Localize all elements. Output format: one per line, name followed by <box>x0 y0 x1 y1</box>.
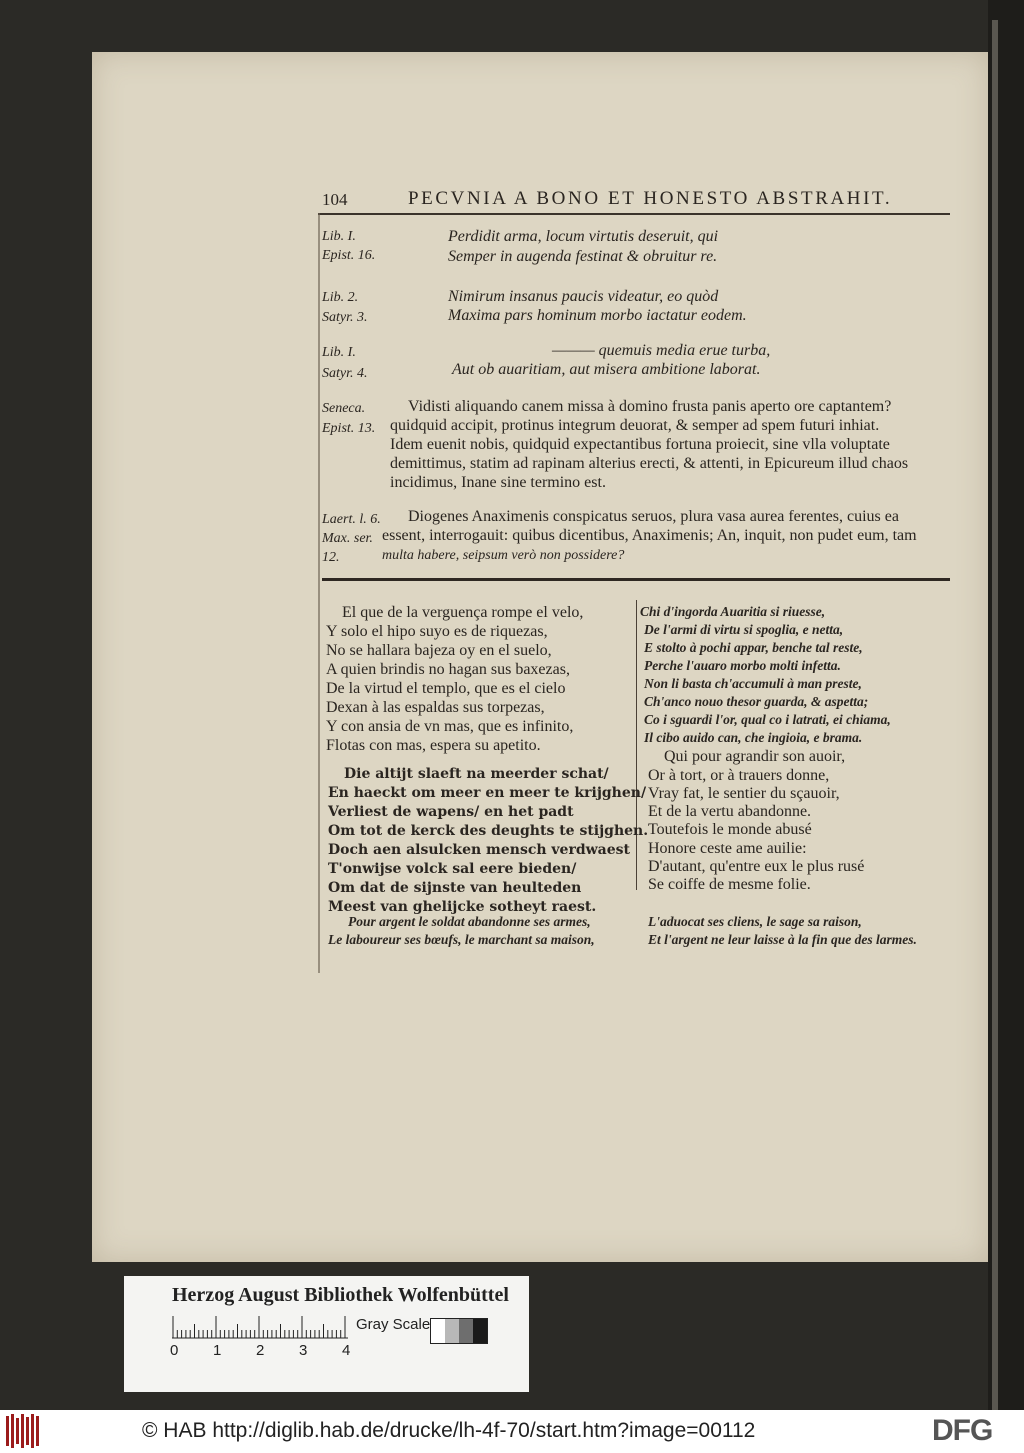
prose-line: demittimus, statim ad rapinam alterius erecti, & attenti, in Epicureum illud chaos <box>390 455 909 472</box>
ruler-number: 4 <box>342 1342 351 1359</box>
margin-note: Lib. I. <box>322 229 356 244</box>
french-verse: Honore ceste ame auilie: <box>648 840 807 857</box>
margin-note: Satyr. 3. <box>322 310 368 325</box>
couplet-line: L'aduocat ses cliens, le sage sa raison, <box>648 914 862 929</box>
italian-verse: Il cibo auido can, che ingioia, e brama. <box>644 730 863 745</box>
dutch-verse: En haeckt om meer en meer te krijghen/ <box>328 785 647 801</box>
spanish-verse: El que de la verguença rompe el velo, <box>342 604 584 621</box>
french-verse: Or à tort, or à trauers donne, <box>648 767 830 784</box>
french-verse: Vray fat, le sentier du sçauoir, <box>648 785 840 802</box>
italian-verse: Co i sguardi l'or, qual co i latrati, ei chiama, <box>644 712 891 727</box>
dutch-verse: Om tot de kerck des deughts te stijghen. <box>328 823 649 839</box>
gray-swatch <box>431 1319 445 1343</box>
dutch-verse: Doch aen alsulcken mensch verdwaest <box>328 842 630 858</box>
institution-name: Herzog August Bibliothek Wolfenbüttel <box>172 1284 509 1306</box>
spanish-verse: No se hallara bajeza oy en el suelo, <box>326 642 552 659</box>
margin-note: Lib. I. <box>322 345 356 360</box>
page-number: 104 <box>322 190 348 209</box>
ruler-icon <box>172 1314 348 1340</box>
dutch-verse: Die altijt slaeft na meerder schat/ <box>344 766 609 782</box>
prose-line: Idem euenit nobis, quidquid expectantibus fortuna proiecit, sine vlla voluptate <box>390 436 890 453</box>
verse-line: Aut ob auaritiam, aut misera ambitione laborat. <box>452 361 761 378</box>
italian-verse: Non li basta ch'accumuli à man preste, <box>644 676 862 691</box>
verse-line: ——— quemuis media erue turba, <box>552 342 771 359</box>
section-rule <box>322 578 950 581</box>
verse-line: Semper in augenda festinat & obruitur re. <box>448 248 718 265</box>
ruler-number: 0 <box>170 1342 179 1359</box>
dutch-verse: T'onwijse volck sal eere bieden/ <box>328 861 577 877</box>
gray-scale-swatches <box>430 1318 488 1344</box>
gray-scale-label: Gray Scale <box>356 1316 431 1333</box>
ruler-number: 3 <box>299 1342 308 1359</box>
footer-credit-link[interactable]: © HAB http://diglib.hab.de/drucke/lh-4f-70/start.htm?image=00112 <box>142 1419 756 1442</box>
french-verse: Qui pour agrandir son auoir, <box>664 748 846 765</box>
verse-line: Nimirum insanus paucis videatur, eo quòd <box>448 288 719 305</box>
margin-note: Epist. 13. <box>322 421 376 436</box>
prose-line: essent, interrogauit: quibus dicentibus, Anaximenis; An, inquit, non pudet eum, tam <box>382 527 917 544</box>
prose-line: multa habere, seipsum verò non possidere? <box>382 548 625 563</box>
french-verse: D'autant, qu'entre eux le plus rusé <box>648 858 865 875</box>
prose-line: Vidisti aliquando canem missa à domino frusta panis aperto ore captantem? <box>408 398 892 415</box>
margin-note: Satyr. 4. <box>322 366 368 381</box>
dfg-logo: DFG <box>932 1414 993 1447</box>
gray-swatch <box>445 1319 459 1343</box>
book-edge-strip <box>992 20 998 1410</box>
ruler-number: 2 <box>256 1342 265 1359</box>
gray-swatch <box>473 1319 487 1343</box>
margin-note: Epist. 16. <box>322 248 376 263</box>
french-verse: Se coiffe de mesme folie. <box>648 876 811 893</box>
french-verse: Toutefois le monde abusé <box>648 821 812 838</box>
margin-note: Laert. l. 6. <box>322 512 381 527</box>
running-title: PECVNIA A BONO ET HONESTO ABSTRAHIT. <box>408 188 893 209</box>
gray-swatch <box>459 1319 473 1343</box>
dutch-verse: Verliest de wapens/ en het padt <box>328 804 574 820</box>
header-rule <box>318 213 950 215</box>
verse-line: Maxima pars hominum morbo iactatur eodem. <box>448 307 747 324</box>
verse-line: Perdidit arma, locum virtutis deseruit, qui <box>448 228 719 245</box>
margin-note: 12. <box>322 550 340 565</box>
margin-note: Max. ser. <box>322 531 373 546</box>
italian-verse: Perche l'auaro morbo molti infetta. <box>644 658 841 673</box>
spanish-verse: Y solo el hipo suyo es de riquezas, <box>326 623 548 640</box>
hab-bars-icon <box>6 1414 42 1448</box>
dutch-verse: Meest van ghelijcke sotheyt raest. <box>328 899 597 915</box>
french-verse: Et de la vertu abandonne. <box>648 803 812 820</box>
spanish-verse: Y con ansia de vn mas, que es infinito, <box>326 718 574 735</box>
spanish-verse: Flotas con mas, espera su apetito. <box>326 737 541 754</box>
margin-note: Lib. 2. <box>322 290 359 305</box>
dutch-verse: Om dat de sijnste van heulteden <box>328 880 582 896</box>
couplet-line: Et l'argent ne leur laisse à la fin que des larmes. <box>648 932 917 947</box>
spanish-verse: Dexan à las espaldas sus torpezas, <box>326 699 545 716</box>
italian-verse: De l'armi di virtu si spoglia, e netta, <box>644 622 844 637</box>
margin-note: Seneca. <box>322 401 366 416</box>
spanish-verse: De la virtud el templo, que es el cielo <box>326 680 566 697</box>
column-rule <box>636 600 637 890</box>
prose-line: incidimus, Inane sine termino est. <box>390 474 606 491</box>
margin-rule <box>318 213 320 973</box>
ruler-number: 1 <box>213 1342 222 1359</box>
prose-line: Diogenes Anaximenis conspicatus seruos, plura vasa aurea ferentes, cuius ea <box>408 508 899 525</box>
spanish-verse: A quien brindis no hagan sus baxezas, <box>326 661 570 678</box>
prose-line: quidquid accipit, protinus integrum deuorat, & semper ad spem futuri inhiat. <box>390 417 880 434</box>
couplet-line: Le laboureur ses bœufs, le marchant sa maison, <box>328 932 595 947</box>
couplet-line: Pour argent le soldat abandonne ses armes, <box>348 914 591 929</box>
italian-verse: Ch'anco nouo thesor guarda, & aspetta; <box>644 694 869 709</box>
italian-verse: E stolto à pochi appar, benche tal reste, <box>644 640 863 655</box>
italian-verse: Chi d'ingorda Auaritia si riuesse, <box>640 604 826 619</box>
